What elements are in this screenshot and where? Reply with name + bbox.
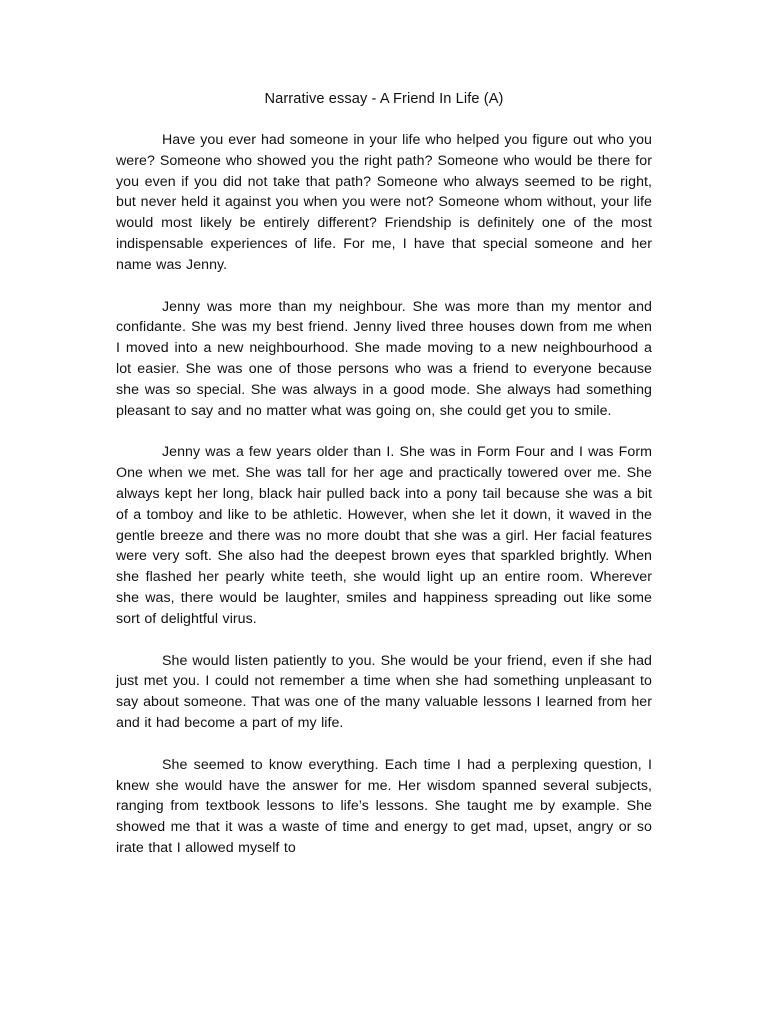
paragraph-2: Jenny was more than my neighbour. She was more than my mentor and confidante. She was my best friend. Jenny lived three houses down from me when I moved into a new neighbourhood. She made moving to a new neighbourhood a lot easier. She was one of those persons who was a friend to everyone because she was so special. She was always in a good mode. She always had something pleasant to say and no matter what was going on, she could get you to smile. xyxy=(116,298,652,419)
paragraph-5: She seemed to know everything. Each time I had a perplexing question, I knew she would have the answer for me. Her wisdom spanned several subjects, ranging from textbook lessons to life’s lessons. She taught me by example. She showed me that it was a waste of time and energy to get mad, upset, angry or so irate that I allowed myself to xyxy=(116,756,652,856)
paragraph-3: Jenny was a few years older than I. She was in Form Four and I was Form One when we met. She was tall for her age and practically towered over me. She always kept her long, black hair pulled back into a pony tail because she was a bit of a tomboy and like to be athletic. However, when she let it down, it waved in the gentle breeze and there was no more doubt that she was a girl. Her facial features were very soft. She also had the deepest brown eyes that sparkled brightly. When she flashed her pearly white teeth, she would light up an entire room. Wherever she was, there would be laughter, smiles and happiness spreading out like some sort of delightful virus. xyxy=(116,444,652,627)
paragraph-4: She would listen patiently to you. She would be your friend, even if she had just met you. I could not remember a time when she had something unpleasant to say about someone. That was one of the many valuable lessons I learned from her and it had become a part of my life. xyxy=(116,652,652,731)
essay-body xyxy=(116,130,652,859)
document-title: Narrative essay - A Friend In Life (A) xyxy=(264,91,504,107)
paragraph-1: Have you ever had someone in your life who helped you figure out who you were? Someone who showed you the right path? Someone who would be there for you even if you did not take that path? Someone who always seemed to be right, but never held it against you when you were not? Someone whom without, your life would most likely be entirely different? Friendship is definitely one of the most indispensable experiences of life. For me, I have that special someone and her name was Jenny. xyxy=(116,132,652,273)
